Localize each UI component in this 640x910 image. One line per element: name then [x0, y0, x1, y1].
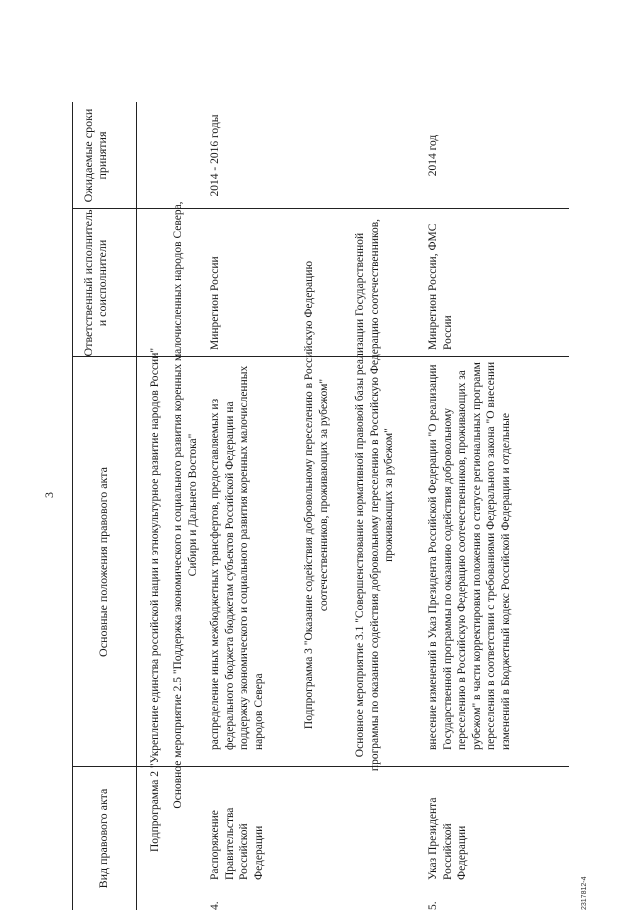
header-provisions: Основные положения правового акта	[96, 467, 110, 657]
act-type-cell: Распоряжение Правительства Российской Федерации	[209, 807, 265, 880]
row-number: 4.	[209, 901, 221, 910]
executor-cell: Минрегион России	[209, 256, 221, 350]
document-code: 2317812-4	[581, 876, 588, 910]
page-number: 3	[42, 492, 56, 498]
row-number: 5.	[427, 901, 439, 910]
measure-3-1-heading: Основное мероприятие 3.1 "Совершенствование нормативной правовой базы реализации Государственной программы по оказанию содействия добровольному переселению в Российскую Федерацию соотечественников, проживающих за рубежом"	[354, 218, 395, 772]
header-bottom-border	[136, 102, 137, 910]
deadline-cell: 2014 год	[427, 134, 439, 177]
act-type-cell: Указ Президента Российской Федерации	[427, 797, 468, 880]
measure-2-5-heading: Основное мероприятие 2.5 "Поддержка экономического и социального развития коренных малочисленных народов Севера, Сибири и Дальнего Востока"	[172, 201, 199, 809]
subprogram-2-heading: Подпрограмма 2 "Укрепление единства российской нации и этнокультурное развитие народов России"	[149, 347, 161, 852]
provisions-cell: распределение иных межбюджетных трансфертов, предоставляемых из федерального бюджета бюджетам субъектов Российской Федерации на поддержку экономического и социального развития коренных малочисленных народов Севера	[209, 365, 265, 750]
header-deadline: Ожидаемые сроки принятия	[81, 108, 109, 203]
column-divider	[72, 208, 569, 209]
table-top-border	[72, 102, 73, 910]
executor-cell: Минрегион России, ФМС России	[427, 223, 454, 350]
header-act-type: Вид правового акта	[96, 788, 110, 889]
provisions-cell: внесение изменений в Указ Президента Российской Федерации "О реализации Государственной программы по оказанию содействия добровольному переселению в Российскую Федерацию соотечественников, проживающих за рубежом" в части корректировки положения о статусе региональных программ переселения в соответствии с требованиями Федерального закона "О внесении изменений в Бюджетный кодекс Российской Федерации и отдельные	[427, 361, 512, 750]
subprogram-3-heading: Подпрограмма 3 "Оказание содействия добровольному переселению в Российскую Федерацию соотечественников, проживающих за рубежом"	[303, 260, 330, 730]
deadline-cell: 2014 - 2016 годы	[209, 114, 221, 197]
header-executor: Ответственный исполнитель и соисполнители	[81, 209, 109, 357]
rotated-content	[40, 80, 600, 910]
